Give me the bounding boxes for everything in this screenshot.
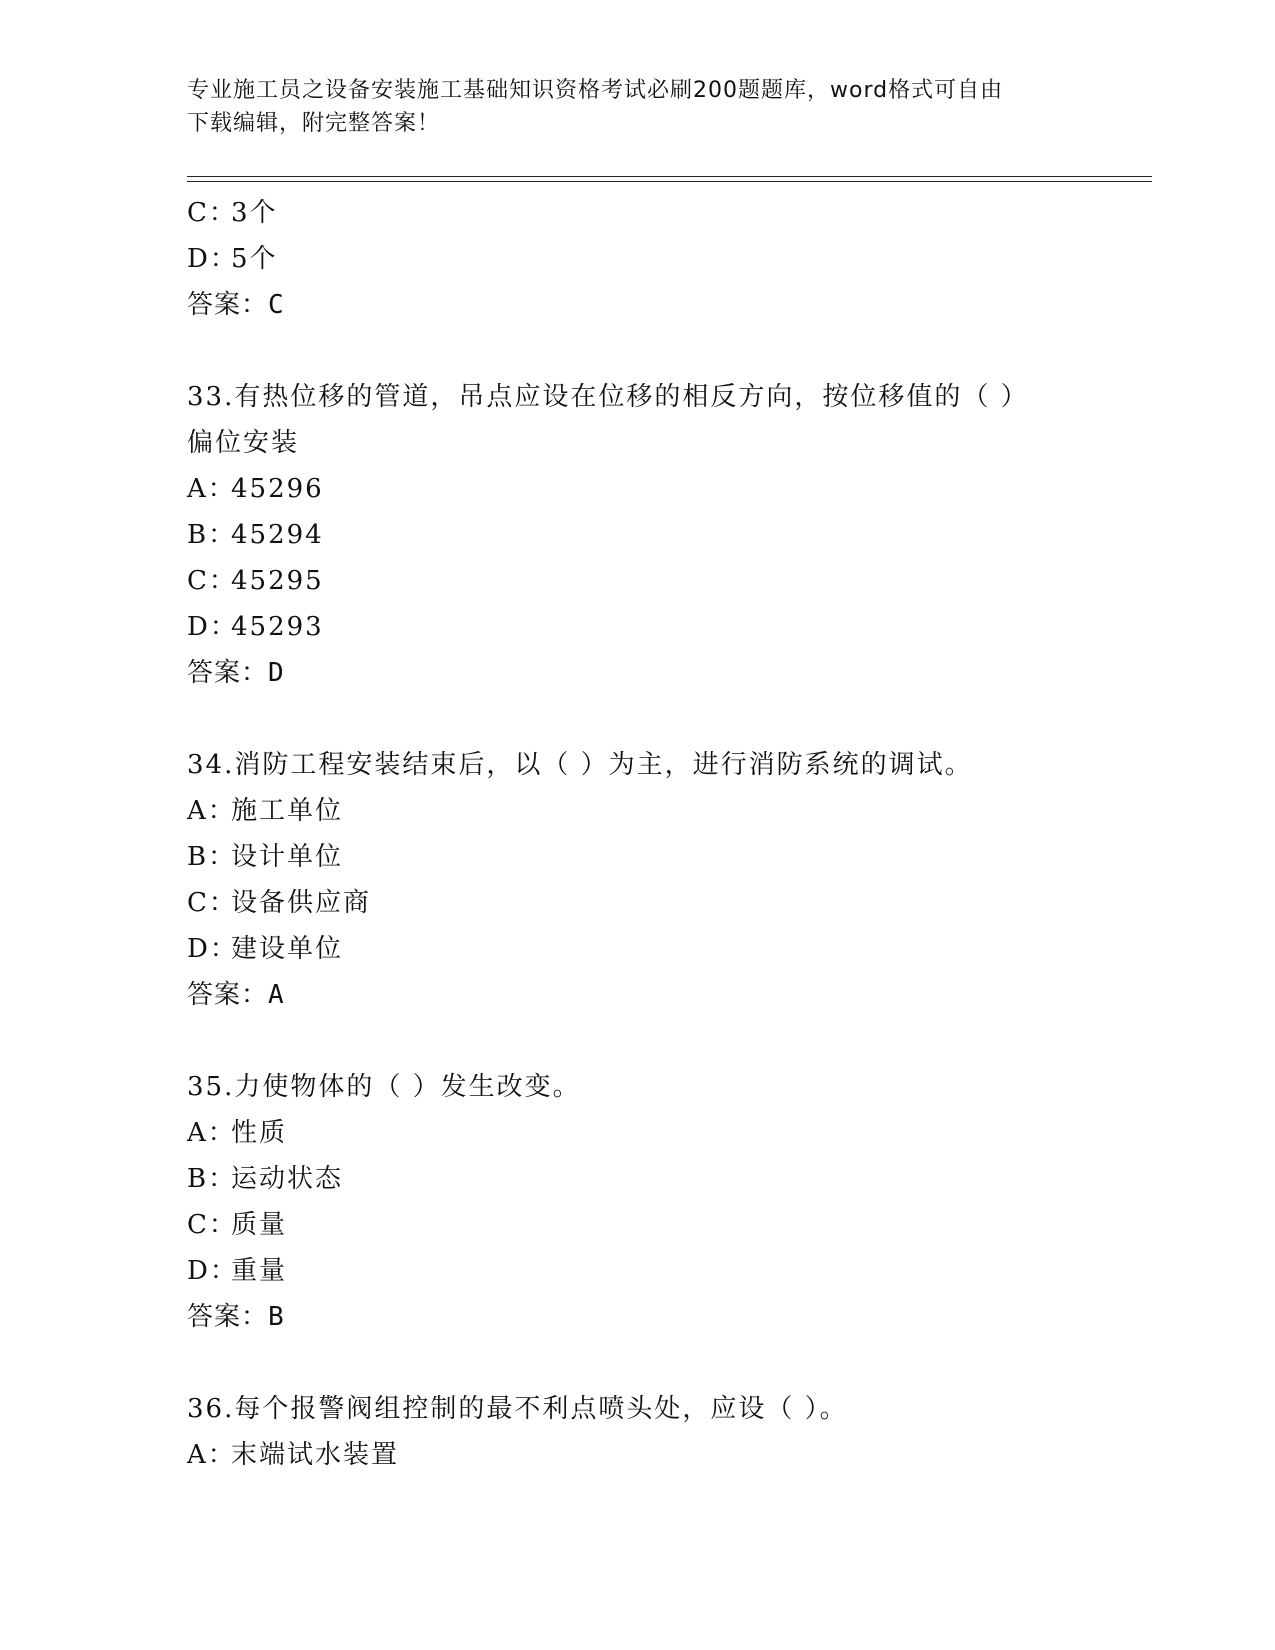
question-35 <box>187 1064 1152 1340</box>
question-stem: 36.每个报警阀组控制的最不利点喷头处，应设（ ）。 <box>187 1394 848 1424</box>
answer-value: B <box>268 1302 285 1332</box>
answer-label: 答案： <box>187 980 269 1010</box>
option-text: 45294 <box>231 520 324 550</box>
option-key: B： <box>187 1164 237 1194</box>
option-key: A： <box>187 474 236 504</box>
option-key: C： <box>187 566 237 596</box>
option-text: 5个 <box>231 244 278 274</box>
option-row <box>187 1110 1152 1156</box>
option-key: C： <box>187 198 237 228</box>
option-key: A： <box>187 796 236 826</box>
question-stem-continued: 偏位安装 <box>187 428 300 458</box>
question-list <box>187 190 1152 1478</box>
answer-row <box>187 282 1152 328</box>
answer-row <box>187 1294 1152 1340</box>
answer-label: 答案： <box>187 658 269 688</box>
question-36 <box>187 1386 1152 1478</box>
option-text: 设计单位 <box>231 842 344 872</box>
answer-row <box>187 972 1152 1018</box>
option-text: 性质 <box>231 1118 288 1148</box>
option-text: 45293 <box>231 612 324 642</box>
option-text: 质量 <box>231 1210 288 1240</box>
option-key: A： <box>187 1118 236 1148</box>
header-divider-bottom <box>187 181 1152 182</box>
option-key: D： <box>187 1256 238 1286</box>
answer-value: A <box>268 980 285 1010</box>
option-key: D： <box>187 934 238 964</box>
option-row <box>187 236 1152 282</box>
option-text: 设备供应商 <box>231 888 372 918</box>
option-text: 3个 <box>231 198 278 228</box>
header-title-line-2: 下载编辑，附完整答案！ <box>187 111 441 136</box>
option-text: 末端试水装置 <box>231 1440 400 1470</box>
option-row <box>187 926 1152 972</box>
option-text: 施工单位 <box>231 796 344 826</box>
header-title-line-1: 专业施工员之设备安装施工基础知识资格考试必刷200题题库，word格式可自由 <box>187 78 1004 103</box>
option-row <box>187 834 1152 880</box>
option-key: D： <box>187 612 238 642</box>
answer-label: 答案： <box>187 1302 269 1332</box>
option-row <box>187 788 1152 834</box>
option-row <box>187 1202 1152 1248</box>
header-divider-top <box>187 176 1152 177</box>
answer-value: D <box>268 658 285 688</box>
option-key: C： <box>187 1210 237 1240</box>
option-key: B： <box>187 842 237 872</box>
option-row <box>187 1432 1152 1478</box>
answer-row <box>187 650 1152 696</box>
question-34 <box>187 742 1152 1018</box>
option-row <box>187 190 1152 236</box>
option-row <box>187 558 1152 604</box>
option-text: 重量 <box>231 1256 288 1286</box>
option-row <box>187 1248 1152 1294</box>
option-text: 45295 <box>231 566 324 596</box>
answer-value: C <box>268 290 285 320</box>
answer-label: 答案： <box>187 290 269 320</box>
option-row <box>187 604 1152 650</box>
option-key: C： <box>187 888 237 918</box>
question-stem: 35.力使物体的（ ）发生改变。 <box>187 1072 581 1102</box>
option-row <box>187 880 1152 926</box>
option-text: 45296 <box>231 474 324 504</box>
question-stem: 33.有热位移的管道，吊点应设在位移的相反方向，按位移值的（ ） <box>187 382 1029 412</box>
option-row <box>187 466 1152 512</box>
option-row <box>187 512 1152 558</box>
document-header <box>187 74 1067 140</box>
question-33 <box>187 374 1152 696</box>
question-partial <box>187 190 1152 328</box>
option-text: 建设单位 <box>231 934 344 964</box>
option-row <box>187 1156 1152 1202</box>
option-key: B： <box>187 520 237 550</box>
question-stem: 34.消防工程安装结束后，以（ ）为主，进行消防系统的调试。 <box>187 750 973 780</box>
option-text: 运动状态 <box>231 1164 344 1194</box>
option-key: D： <box>187 244 238 274</box>
option-key: A： <box>187 1440 236 1470</box>
